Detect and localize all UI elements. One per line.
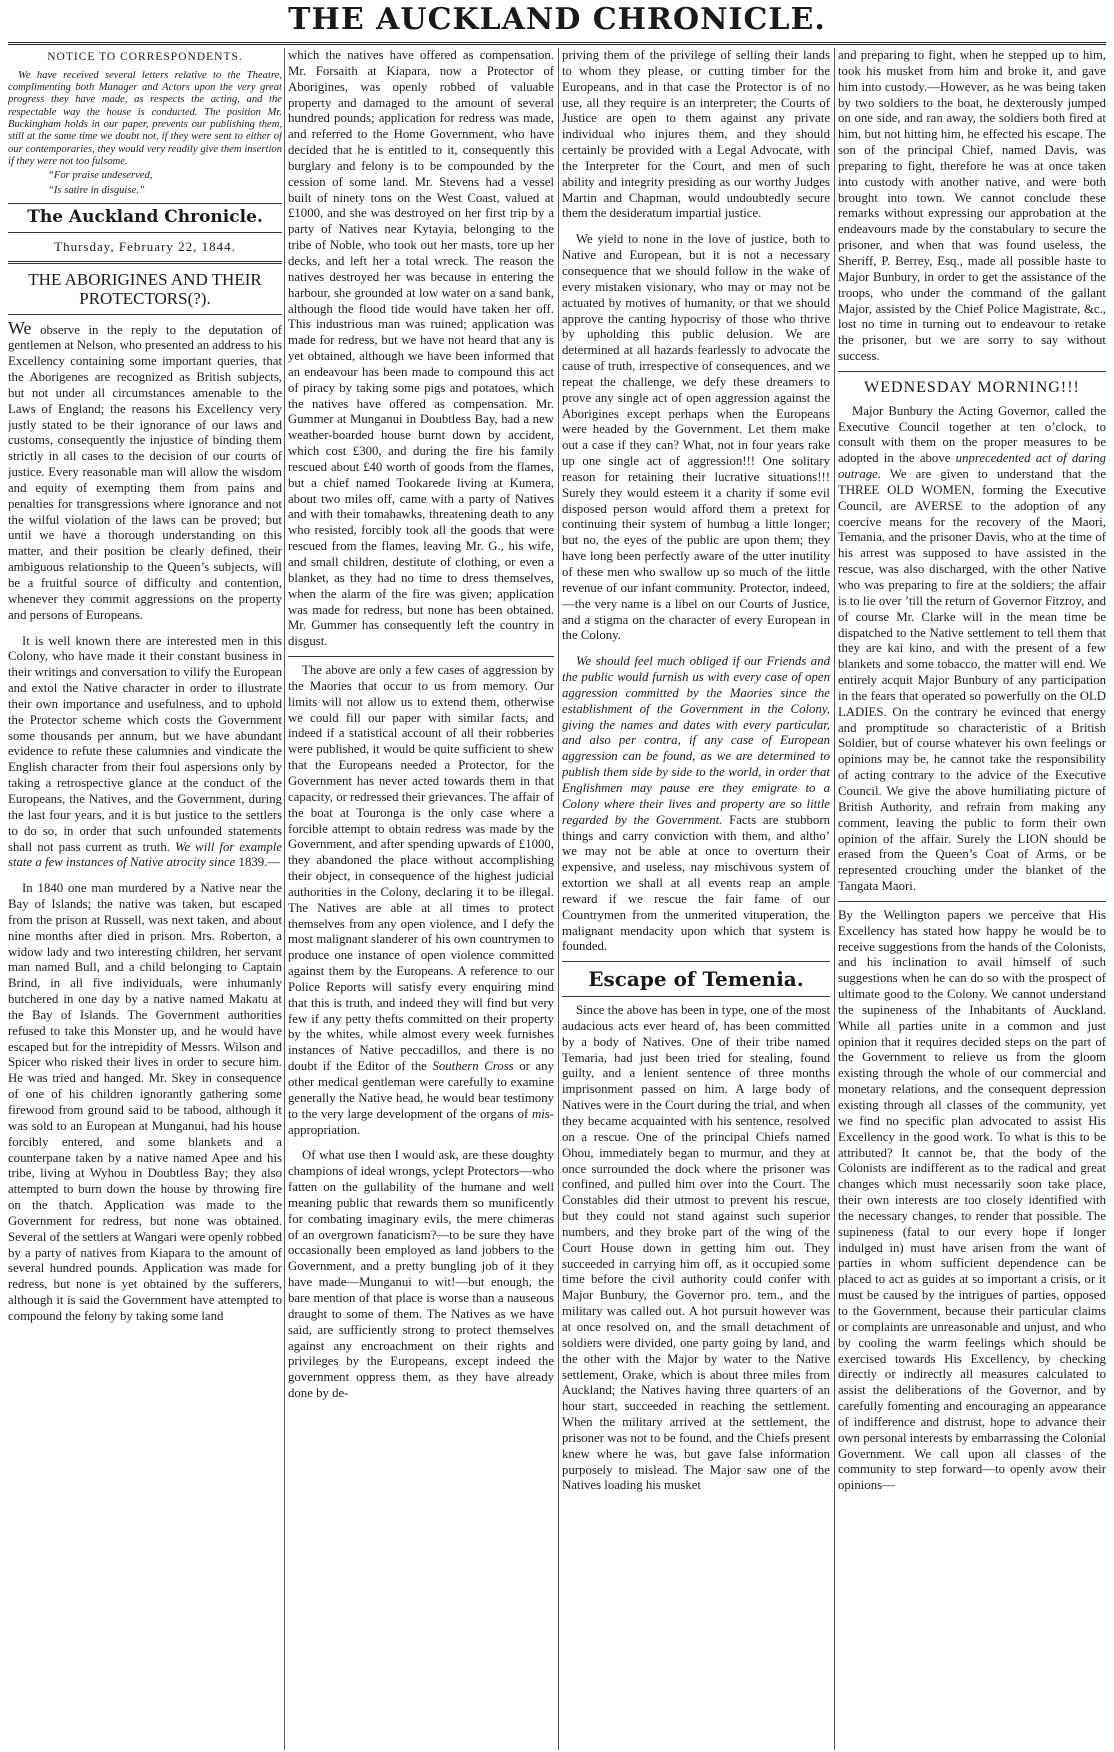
divider (8, 314, 282, 315)
masthead-rule (8, 42, 1106, 45)
paragraph: and preparing to fight, when he stepped up to him, took his musket from him and broke it, and gave him into custody.—However, as he was being taken by two soldiers to the boat, he dexterously jumped on one side, and ran away, the soldiers both fired at him, but not hitting him, he effected his escape. The son of the principal Chief, named Davis, was preparing to fight, therefore he was at once taken into custody with another native, and were both brought into town. We cannot conclude these remarks without expressing our approbation at the endeavours made by the constabulary to secure the prisoner, and when that was found useless, the Sheriff, P. Berrey, Esq., made all possible haste to Major Bunbury, in order to get the assistance of the troops, who under the command of the gallant Major, assisted by the Chief Police Magistrate, &c., lost no time in turning out to endeavour to retake the prisoner, but we are sorry to say without success. (838, 48, 1106, 364)
column-1 (8, 48, 282, 1750)
divider (838, 901, 1106, 902)
divider (838, 371, 1106, 372)
paragraph (8, 634, 282, 872)
column-rule (284, 48, 285, 1750)
divider (8, 261, 282, 264)
notice-quote-line: “Is satire in disguise.” (48, 184, 145, 196)
notice-to-correspondents (8, 70, 282, 168)
paragraph-text: 1839.— (235, 855, 281, 870)
divider (8, 203, 282, 204)
paragraph-text: It is well known there are interested men in this Colony, who have made it their constant business in their writings and conversation to vilify the European and extol the Native character in order to illustrate their own importance and usefulness, and to uphold the Protector scheme which costs the Government some thousands per annum, but we have abundant evidence to refute these calumnies and vindicate the English character from their foul aspersions only by taking a retrospective glance at the conduct of the Europeans, the Natives, and the Government, during the last four years, and it is but justice to the settlers to do so, in order that such unfounded statements shall not pass current as truth. (8, 633, 282, 854)
masthead: THE AUCKLAND CHRONICLE. (288, 2, 826, 37)
paragraph-initial: We (8, 317, 32, 338)
column-4 (838, 48, 1106, 1750)
divider (288, 656, 554, 657)
escape-heading: Escape of Temenia. (588, 967, 804, 992)
paragraph-italic: Southern Cross (432, 1059, 514, 1074)
paragraph: By the Wellington papers we perceive that His Excellency has stated how happy he would be to receive suggestions from the hands of the Colonists, and his inclination to avail himself of such suggestions when he can do so with the prospect of ultimate good to the Colony. We cannot understand the supineness of the Inhabitants of Auckland. While all parties unite in a common and just opinion that it requires decided steps on the part of the Government to relieve us from the gloom existing through the whole of our commercial and monetary relations, and the consequent depression existing through all classes of the community, yet we find no specific plan advocated to assist His Excellency in the good work. To what is this to be attributed? It cannot be, that the body of the Colonists are indifferent as to the radical and great changes which must necessarily soon take place, their own interests are too closely identified with the necessary changes, to render that possible. The supineness (fatal to our every hope if longer indulged in) must have arisen from the want of parties in whom sufficient dependence can be placed to act as guides at so important a crisis, or it must be caused by the intrigues of parties, opposed to the Government, because their particular claims or complaints are unreasonable and unjust, and who by cooling the warm feelings which should be exercised towards His Excellency, by checking directly or indirectly all measures calculated to assist the deliberations of the Governor, and by carefully fomenting and encouraging an appearance of indifference and distrust, hope to advance their own personal interests by embarrassing the Colonial Government. We call upon all classes of the community to step forward—to openly avow their opinions— (838, 907, 1106, 1493)
divider (562, 996, 830, 997)
paragraph (8, 317, 282, 624)
paragraph-text: We are given to understand that the THREE OLD WOMEN, forming the Executive Council, are AVERSE to the adoption of any coercive means for the recovery of the Maori, Temania, and the prisoner Davis, who at the time of his arrest was supposed to have assisted in the rescue, was also discharged, with the other Native who was preparing to fire at the soldiers; the affair is to lie over ’till the return of Governor Fitzroy, and of course Mr. Clarke will in the mean time be dispatched to the Native settlement to tell them that they are kai kino, and with the present of a few blankets and some tobacco, the matter will end. We entirely acquit Major Bunbury of any participation in the fears that operated so powerfully on the OLD LADIES. On the contrary he evinced that energy and promptitude so characteristic of a British Soldier, but of course whatever his own feelings or opinions may be, he cannot take the responsibility of acting contrary to the advice of the Executive Council. We give the above humiliating picture of British Authority, and refrain from making any comment, leaving the public to form their own opinion of the affair. Surely the LION should be erased from the Queen’s Coat of Arms, or be represented crouching under the blanket of the Tangata Maori. (838, 467, 1106, 894)
paragraph: priving them of the privilege of selling their lands to whom they please, or cutting timber for the Europeans, and in that case the Protector is of no use, all they require is an interpreter; the Courts of Justice are open to them against any private individual who injures them, and they should certainly be provided with a Legal Advocate, with the Interpreter for the Court, and men of such ability and integrity presiding as our worthy Judges Martin and Chapman, would undoubtedly secure them the desideratum impartial justice. (562, 48, 830, 221)
paragraph-italic: We should feel much obliged if our Friends and the public would furnish us with every case of open aggression committed by the Maories since the establishment of the Government in the Colony, giving the names and dates with every particular, and also per contra, if any case of European aggression can be found, as we are determined to publish them side by side to the world, in order that Englishmen may pause ere they emigrate to a Colony where their lives and property are so little regarded by the Government. (562, 654, 830, 827)
paragraph (838, 404, 1106, 895)
paragraph: We yield to none in the love of justice, both to Native and European, but it is not a necessary consequence that we should follow in the wake of every mistaken visionary, who may or may not be actuated by motives of humanity, or that we should approve the canting hypocrisy of those who thrive by upholding this public delusion. We are determined at all hazards fearlessly to advocate the cause of truth, irrespective of consequences, and we repeat the challenge, we defy these dreamers to prove any single act of open aggression against the Aborigines except perhaps when the Europeans were headed by the Government. Let them make out a case if they can? What, not in four years rake up one single act of aggression!!! One solitary reason for retaining their lucrative situations!!! Surely they would esteem it a charity if some evil disposed person would afford them a pretext for continuing their system of humbug a little longer; but no, the eyes of the public are upon them; they have long been perfectly aware of the utter inutility of these men who swallow up so much of the little revenue of our infant community. Protector, indeed,—the very name is a libel on our Courts of Justice, and a stigma on the character of every European in the Colony. (562, 232, 830, 643)
divider (562, 961, 830, 962)
paragraph (562, 654, 830, 955)
paragraph (288, 663, 554, 1138)
column-rule (558, 48, 559, 1750)
notice-body: We have received several letters relative to the Theatre, complimenting both Manager and Actors upon the very great progress they have made, as respects the acting, and the respectable way the house is conducted. The position Mr. Buckingham holds in our paper, prevents our publishing them, still at the same time we doubt not, if they were sent to either of our contemporaries, they would very readily give them insertion if they were not too fulsome. (8, 69, 282, 167)
paragraph-text: Major Bunbury the Acting Governor, called the Executive Council together at ten o’clock, to consult with them on the proper measures to be adopted in the above (838, 403, 1106, 466)
paragraph: In 1840 one man murdered by a Native near the Bay of Islands; the native was taken, but escaped from the prison at Russell, was next taken, and about nine months after died in prison. Mrs. Roberton, a widow lady and two interesting children, her servant man named Bull, and a child belonging to Captain Brind, in all five individuals, were inhumanly butchered in one day by a native named Makatu at the Bay of Islands. The Government authorities refused to take this Monster up, and he would have escaped but for the intrepidity of Messrs. Wilson and Spicer who risked their lives in order to secure him. He was tried and hanged. Mr. Skey in consequence of one of his children ignorantly gathering some firewood from ground said to be tabood, although it was sold to an European at Munganui, had his house forcibly entered, and some blankets and a counterpane taken by a native named Apee and his tribe, living at Wyhou in Doubtless Bay; they also attempted to burn down the house by throwing fire on the thatch. Application was made to the Government for redress, but none was obtained. Several of the settlers at Wangari were openly robbed by a party of natives from Kiapara to the amount of several hundred pounds. Application was made for redress, but none is yet obtained by the sufferers, although it is said the Government have attempted to compound the felony by taking some land (8, 881, 282, 1323)
dateline: Thursday, February 22, 1844. (54, 238, 236, 254)
notice-heading: NOTICE TO CORRESPONDENTS. (47, 51, 243, 63)
notice-quote-line: “For praise undeserved, (48, 170, 153, 182)
paragraph-text: observe in the reply to the deputation of gentlemen at Nelson, who presented an address to his Excellency containing some important queries, that the Aborigenes are recognized as British subjects, but not under all circumstances amenable to the Laws of England; the reasons his Excellency very justly stated to be their ignorance of our laws and customs, consequently the injustice of binding them strictly in all cases to the decision of our courts of justice. Every reasonable man will allow the wisdom and equity of exempting them from pains and penalties for transgressions where ignorance and not the wilful violation of the laws can be proved; but until we have a thorough understanding on this matter, and their position be clearly defined, their ambiguous relationship to the Queen’s subjects, will be a fruitful source of difficulty and contention, whenever they commit aggressions on the property and persons of Europeans. (8, 322, 282, 622)
column-3 (562, 48, 830, 1750)
article-title: THE ABORIGINES AND THEIR PROTECTORS(?). (28, 269, 262, 308)
divider (8, 232, 282, 233)
paragraph-text: or any other medical gentleman were carefully to examine generally the Native head, he would bear testimony to the very large development of the organs of (288, 1059, 554, 1121)
paragraph-italic: mis (531, 1106, 550, 1121)
paragraph-text: -appropriation. (288, 1106, 554, 1137)
paragraph-text: The above are only a few cases of aggression by the Maories that occur to us from memory. Our limits will not allow us to extend them, otherwise we could fill our paper with similar facts, and indeed if a statistical account of all their robberies were published, it would be quite sufficient to shew that the Europeans needed a Protector, for the Government has never acted towards them in that capacity, or redressed their grievances. The affair of the boat at Touronga is the only case where a forcible attempt to obtain redress was made by the Government, and after spending upwards of £1000, they abandoned the place without accomplishing their object, in consequence of the highest judicial authorities in the Colony, declaring it to be illegal. The Natives are able at all times to protect themselves from any open violence, and I defy the most malignant slanderer of his own countrymen to produce one instance of open violence committed against them by the Europeans. A reference to our Police Reports will satisfy every enquiring mind that this is truth, and indeed they will find but very few if any petty thefts committed on their property by the whites, while almost every week furnishes instances of Native peccadillos, and there is no doubt if the Editor of the (288, 663, 554, 1074)
paragraph-italic: unprecedented act of daring outrage. (838, 451, 1106, 482)
column-2 (288, 48, 554, 1750)
paragraph: Of what use then I would ask, are these doughty champions of ideal wrongs, yclept Protectors—who fatten on the gullability of the humane and well meaning public that rewards them so munificently for combating imaginary evils, the mere chimeras of an overgrown fanaticism?—to be sure they have occasionally been employed as land jobbers to the Government, and a pretty bungling job of it they have made—Munganui to wit!—but enough, the bare mention of that place is worse than a nauseous draught to some of them. The Natives as we have said, are sufficiently strong to protect themselves against any encroachment on their rights and privileges by the Europeans, except indeed the government oppress them, as they have already done by de- (288, 1148, 554, 1401)
paragraph-text: Facts are stubborn things and carry conviction with them, and altho’ we may not be able at once to overturn their expensive, and useless, nay mischivous system of extortion we shall at all events reap an ample reward if we rescue the fair fame of our Countrymen from the unmerited vituperation, the malignant mendacity upon which that system is founded. (562, 812, 830, 954)
wednesday-heading: WEDNESDAY MORNING!!! (864, 378, 1080, 396)
paper-title: The Auckland Chronicle. (27, 206, 263, 227)
paragraph-italic: We will for example state a few instances of Native atrocity since (8, 839, 282, 870)
paragraph: which the natives have offered as compensation. Mr. Forsaith at Kiapara, now a Protector of Aborigines, was openly robbed of valuable property and damaged to the amount of several hundred pounds; application for redress was made, and referred to the Home Government, who have decided that he is entitled to it, consequently this burglary and felony is to be compounded by the cession of some land. Mr. Stevens had a vessel built of ninety tons on the West Coast, valued at £1000, and she was destroyed on her first trip by a party of Natives near Kytayia, belonging to the tribe of Noble, who took out her masts, tore up her decks, and left her a total wreck. The reason the natives destroyed her was because in entering the harbour, she grounded at low water on a sand bank, although the flood tide would have taken her off. This industrious man was ruined; application was made for redress, but we have not heard that any is yet obtained, although we have been informed that an endeavour has been made to compound this act of piracy by taking some pigs and potatoes, which the natives have offered as compensation. Mr. Gummer at Munganui in Doubtless Bay, had a new weather-boarded house burnt down by accident, which cost £300, and during the fire his family rescued about £40 worth of goods from the flames, but a chief named Tookarede living at Kumera, about two miles off, came with a party of Natives and with their tomahawks, threatening death to any who resisted, forcibly took all the goods that were rescued from the flames, leaving Mr. G., his wife, and small children, destitute of clothing, or even a blanket, as they had no time to dress themselves, when the alarm of the fire was given; application was made for redress, but none has been obtained. Mr. Gummer has consequently left the country in disgust. (288, 48, 554, 649)
column-rule (834, 48, 835, 1750)
paragraph: Since the above has been in type, one of the most audacious acts ever heard of, has been committed by a body of Natives. One of their tribe named Temaria, had just been tried for stealing, found guilty, and a lenient sentence of three months imprisonment passed on him. A large body of Natives were in the Court during the trial, and when they became acquainted with his sentence, resolved on a rescue. One of the principal Chiefs named Ohou, immediately began to murmur, and they at once surrounded the dock where the prisoner was confined, and pulled him over into the Court. The Constables did their utmost to prevent his rescue, but they could not stand against such superior numbers, and they broke part of the wing of the Court House down in getting him out. They succeeded in carrying him off, as it occupied some time before the civil authority could confer with Major Bunbury, the Governor pro. tem., and the military was called out. A hot pursuit however was at once resolved on, and the small detachment of soldiers were divided, one party going by land, and the other with the Major by water to the Native settlement, Orake, which is about three miles from Auckland; the Natives having three quarters of an hour start, succeeded in reaching the settlement. When the military arrived at the settlement, the prisoner was not to be found, and the Chiefs present knew where he was, but gave false information purposely to mislead. The Major saw one of the Natives loading his musket (562, 1003, 830, 1493)
